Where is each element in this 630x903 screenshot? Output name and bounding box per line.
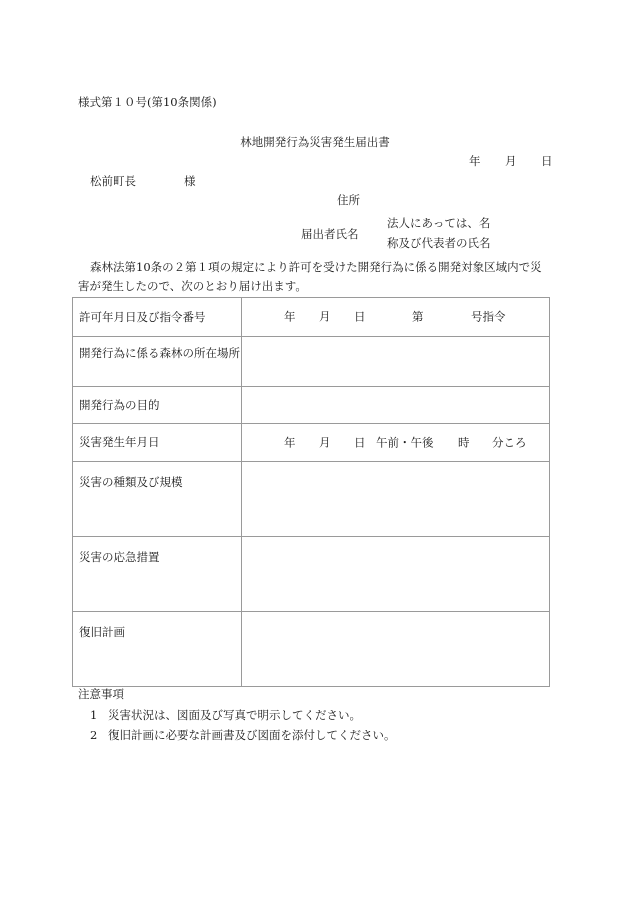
disaster-day-label: 日 (354, 434, 366, 449)
table-row-purpose (73, 387, 550, 424)
type-scale-label: 災害の種類及び規模 (73, 462, 242, 537)
permit-go-label: 号指令 (471, 309, 506, 324)
recovery-label: 復旧計画 (73, 612, 242, 687)
emergency-label: 災害の応急措置 (73, 537, 242, 612)
disaster-ampm-label: 午前・午後 (376, 434, 434, 449)
form-number: 様式第１０号(第10条関係) (78, 95, 217, 109)
emergency-value-cell[interactable] (242, 537, 550, 612)
intro-line2: 害が発生したので、次のとおり届け出ます。 (78, 279, 307, 293)
permit-day-label: 日 (354, 309, 366, 324)
date-day-label: 日 (541, 154, 553, 168)
disaster-date-label: 災害発生年月日 (73, 424, 242, 462)
date-month-label: 月 (505, 154, 517, 168)
table-row-disaster-date (73, 424, 550, 462)
applicant-name-label: 届出者氏名 (301, 227, 359, 241)
permit-year-label: 年 (284, 309, 296, 324)
table-row-recovery (73, 612, 550, 687)
intro-line1: 森林法第10条の２第１項の規定により許可を受けた開発行為に係る開発対象区域内で災 (90, 260, 542, 274)
honorific: 様 (184, 174, 196, 188)
table-row-type-scale (73, 462, 550, 537)
document-title: 林地開発行為災害発生届出書 (240, 135, 390, 149)
report-table (72, 297, 550, 687)
location-value-cell[interactable] (242, 337, 550, 387)
type-scale-value-cell[interactable] (242, 462, 550, 537)
note-2-text: 復旧計画に必要な計画書及び図面を添付してください。 (108, 728, 396, 742)
corporation-note-line2: 称及び代表者の氏名 (387, 236, 491, 250)
table-row-emergency (73, 537, 550, 612)
disaster-minute-label: 分ころ (492, 434, 527, 449)
permit-value-cell[interactable] (242, 298, 550, 337)
purpose-label: 開発行為の目的 (73, 387, 242, 424)
notes-heading: 注意事項 (78, 687, 124, 701)
permit-dai-label: 第 (412, 309, 424, 324)
location-label: 開発行為に係る森林の所在場所 (73, 337, 242, 387)
purpose-value-cell[interactable] (242, 387, 550, 424)
permit-month-label: 月 (319, 309, 331, 324)
address-label: 住所 (337, 193, 360, 207)
date-year-label: 年 (469, 154, 481, 168)
corporation-note-line1: 法人にあっては、名 (387, 216, 491, 230)
disaster-date-value-cell[interactable] (242, 424, 550, 462)
disaster-hour-label: 時 (458, 434, 470, 449)
note-2-number: 2 (90, 728, 98, 742)
disaster-month-label: 月 (319, 434, 331, 449)
recovery-value-cell[interactable] (242, 612, 550, 687)
note-1-number: 1 (90, 708, 98, 722)
note-1-text: 災害状況は、図面及び写真で明示してください。 (108, 708, 361, 722)
disaster-year-label: 年 (284, 434, 296, 449)
permit-label: 許可年月日及び指令番号 (73, 298, 242, 337)
table-row-permit (73, 298, 550, 337)
table-row-location (73, 337, 550, 387)
addressee: 松前町長 (90, 174, 136, 188)
